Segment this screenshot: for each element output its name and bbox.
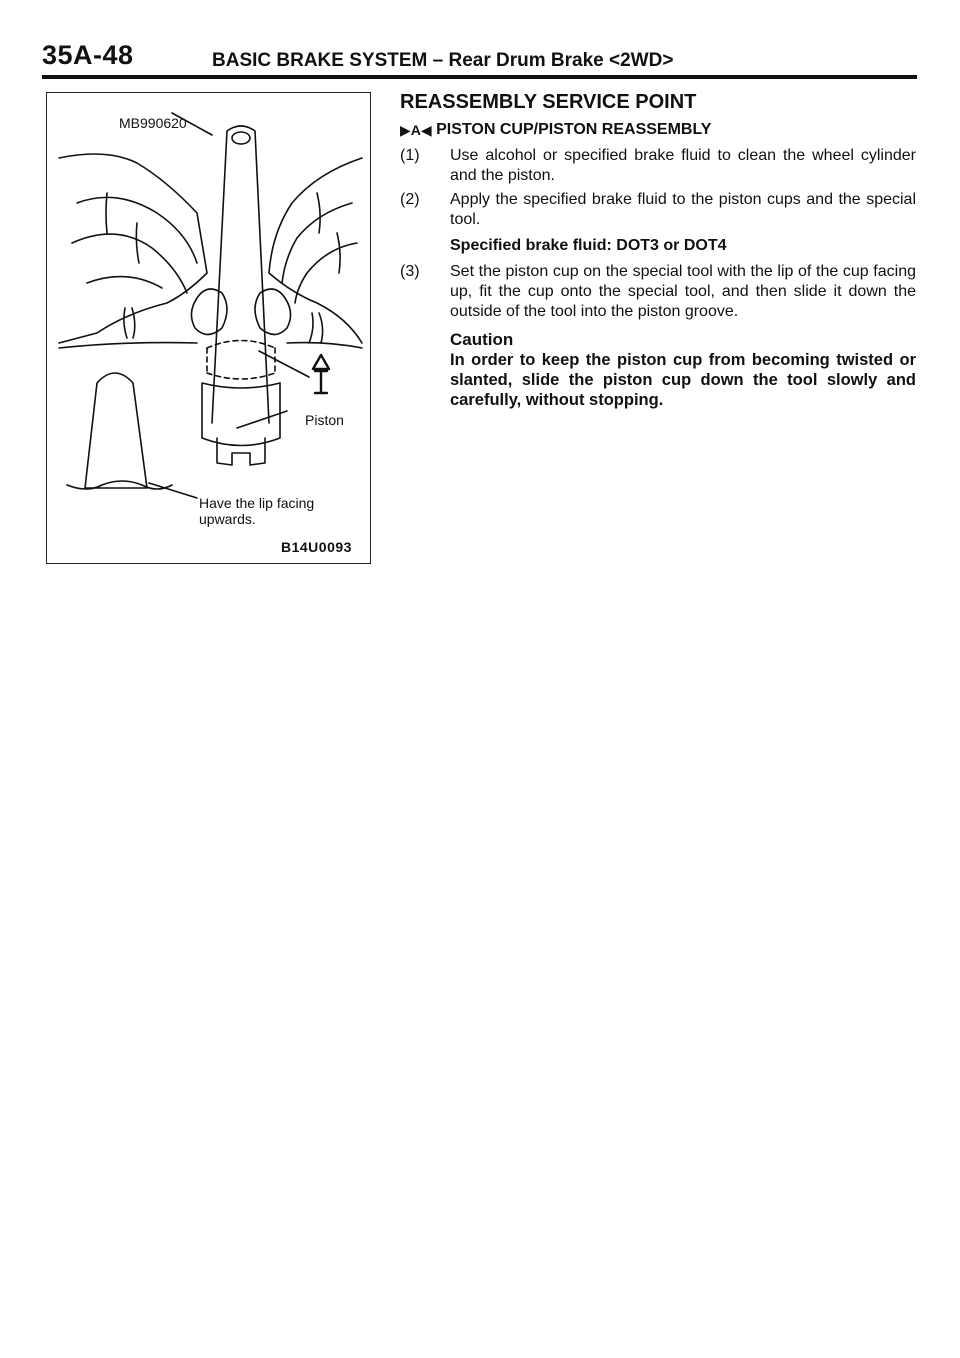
- step-text: Apply the specified brake fluid to the piston cups and the special tool.: [450, 191, 916, 228]
- marker-left-icon: ▶A: [400, 122, 421, 138]
- marker-right-icon: ◀: [420, 122, 432, 138]
- step-number: (3): [400, 263, 420, 280]
- step-2: [400, 190, 916, 230]
- step-number: (1): [400, 147, 420, 164]
- figure-code: B14U0093: [281, 539, 352, 555]
- header-divider: [42, 75, 917, 79]
- page-number: 35A-48: [42, 40, 134, 70]
- page-header: [42, 40, 916, 78]
- subsection-title-text: PISTON CUP/PISTON REASSEMBLY: [436, 121, 712, 138]
- step-3: [400, 262, 916, 322]
- tool-label: MB990620: [119, 115, 187, 131]
- step-text: Use alcohol or specified brake fluid to clean the wheel cylinder and the piston.: [450, 147, 916, 184]
- step-1: [400, 146, 916, 186]
- step-number: (2): [400, 191, 420, 208]
- content-column: [400, 92, 916, 410]
- spec-line: Specified brake fluid: DOT3 or DOT4: [450, 237, 727, 254]
- caution-text: In order to keep the piston cup from becoming twisted or slanted, slide the piston cup down the tool slowly and carefully, without stopping.: [450, 351, 916, 409]
- section-title: REASSEMBLY SERVICE POINT: [400, 91, 697, 113]
- caution-title: Caution: [450, 330, 514, 349]
- subsection-title: [400, 120, 916, 140]
- step-text: Set the piston cup on the special tool with the lip of the cup facing up, fit the cup onto the special tool, and then slide it down the outside of the tool into the piston groove.: [450, 263, 916, 320]
- page-title: BASIC BRAKE SYSTEM – Rear Drum Brake <2WD>: [212, 50, 674, 71]
- piston-label: Piston: [305, 412, 344, 428]
- illustration-figure: [46, 92, 371, 564]
- lip-label: [199, 495, 314, 527]
- lip-label-line2: upwards.: [199, 511, 256, 527]
- lip-label-line1: Have the lip facing: [199, 495, 315, 511]
